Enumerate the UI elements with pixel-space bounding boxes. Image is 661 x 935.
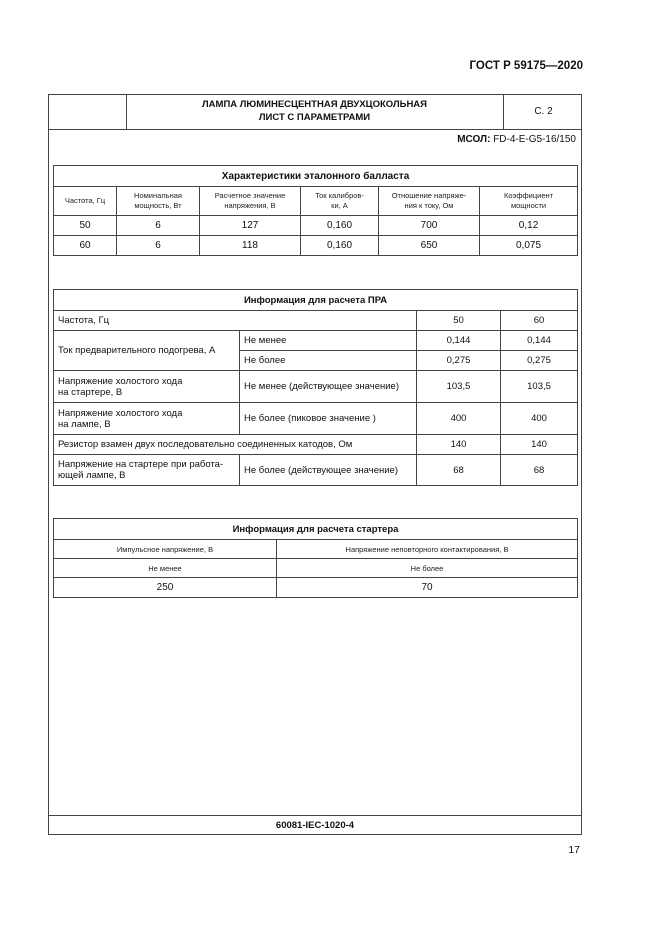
col-header-power: Номинальная мощность, Вт <box>117 187 200 216</box>
col-header-voltage: Расчетное значение напряжения, В <box>200 187 301 216</box>
table-cell: 0,075 <box>480 236 578 256</box>
ballast-table <box>53 165 578 256</box>
ocv-lamp-cond: Не более (пиковое значение ) <box>240 403 417 435</box>
table-cell: 6 <box>117 216 200 236</box>
table-cell: 118 <box>200 236 301 256</box>
pra-table <box>53 289 578 486</box>
starter-running-label: Напряжение на стартере при работа- ющей лампе, В <box>54 455 240 486</box>
table-row <box>54 236 578 256</box>
table-cell: 0,160 <box>301 236 379 256</box>
table-row <box>54 331 578 351</box>
col-header-power-factor: Коэффициент мощности <box>480 187 578 216</box>
table-cell: 0,160 <box>301 216 379 236</box>
table-cell: 140 <box>501 435 578 455</box>
non-repeat-value: 70 <box>277 578 578 598</box>
table-cell: 50 <box>54 216 117 236</box>
preheat-cond-min: Не менее <box>240 331 417 351</box>
table-cell: 60 <box>54 236 117 256</box>
freq-label: Частота, Гц <box>54 311 417 331</box>
table-cell: 0,144 <box>501 331 578 351</box>
cond-max: Не более <box>277 559 578 578</box>
sheet-title <box>126 94 504 129</box>
table-row <box>54 540 578 559</box>
starter-running-cond: Не более (действующее значение) <box>240 455 417 486</box>
ballast-title: Характеристики эталонного балласта <box>54 166 578 187</box>
table-cell: 650 <box>379 236 480 256</box>
ballast-header-row <box>54 187 578 216</box>
ocv-lamp-label: Напряжение холостого хода на лампе, В <box>54 403 240 435</box>
table-row <box>54 216 578 236</box>
cond-min: Не менее <box>54 559 277 578</box>
table-cell: 6 <box>117 236 200 256</box>
starter-table <box>53 518 578 598</box>
table-cell: 0,12 <box>480 216 578 236</box>
table-cell: 0,275 <box>417 351 501 371</box>
impulse-value: 250 <box>54 578 277 598</box>
title-line-1: ЛАМПА ЛЮМИНЕСЦЕНТНАЯ ДВУХЦОКОЛЬНАЯ <box>202 99 427 110</box>
table-cell: 0,275 <box>501 351 578 371</box>
pra-title: Информация для расчета ПРА <box>54 290 578 311</box>
starter-title: Информация для расчета стартера <box>54 519 578 540</box>
ocv-starter-label: Напряжение холостого хода на стартере, В <box>54 371 240 403</box>
standard-number: ГОСТ Р 59175—2020 <box>469 60 583 72</box>
table-cell: 400 <box>501 403 578 435</box>
table-row <box>54 311 578 331</box>
msol-label: МСОЛ: <box>457 134 491 145</box>
table-cell: 0,144 <box>417 331 501 351</box>
col-header-impulse: Импульсное напряжение, В <box>54 540 277 559</box>
msol-value: FD-4-E-G5-16/150 <box>493 134 576 145</box>
freq-50: 50 <box>417 311 501 331</box>
table-cell: 103,5 <box>417 371 501 403</box>
title-line-2: ЛИСТ С ПАРАМЕТРАМИ <box>258 112 371 123</box>
resistor-label: Резистор взамен двух последовательно соединенных катодов, Ом <box>54 435 417 455</box>
preheat-cond-max: Не более <box>240 351 417 371</box>
table-row <box>54 435 578 455</box>
table-row <box>54 371 578 403</box>
table-cell: 127 <box>200 216 301 236</box>
table-row <box>54 559 578 578</box>
page-number: 17 <box>568 844 580 856</box>
table-row <box>54 403 578 435</box>
col-header-ratio: Отношение напряже- ния к току, Ом <box>379 187 480 216</box>
msol-code <box>300 134 576 145</box>
preheat-label: Ток предварительного подогрева, А <box>54 331 240 371</box>
table-row <box>54 455 578 486</box>
sheet-header <box>48 94 582 130</box>
table-cell: 700 <box>379 216 480 236</box>
sheet-footer-code: 60081-IEC-1020-4 <box>48 815 582 835</box>
table-row <box>54 578 578 598</box>
table-cell: 103,5 <box>501 371 578 403</box>
table-cell: 400 <box>417 403 501 435</box>
table-cell: 68 <box>417 455 501 486</box>
col-header-non-repeat: Напряжение неповторного контактирования, В <box>277 540 578 559</box>
col-header-current: Ток калибров- ки, А <box>301 187 379 216</box>
table-cell: 140 <box>417 435 501 455</box>
sheet-number: С. 2 <box>534 106 553 117</box>
header-blank-cell <box>48 94 127 129</box>
freq-60: 60 <box>501 311 578 331</box>
table-cell: 68 <box>501 455 578 486</box>
col-header-frequency: Частота, Гц <box>54 187 117 216</box>
ocv-starter-cond: Не менее (действующее значение) <box>240 371 417 403</box>
